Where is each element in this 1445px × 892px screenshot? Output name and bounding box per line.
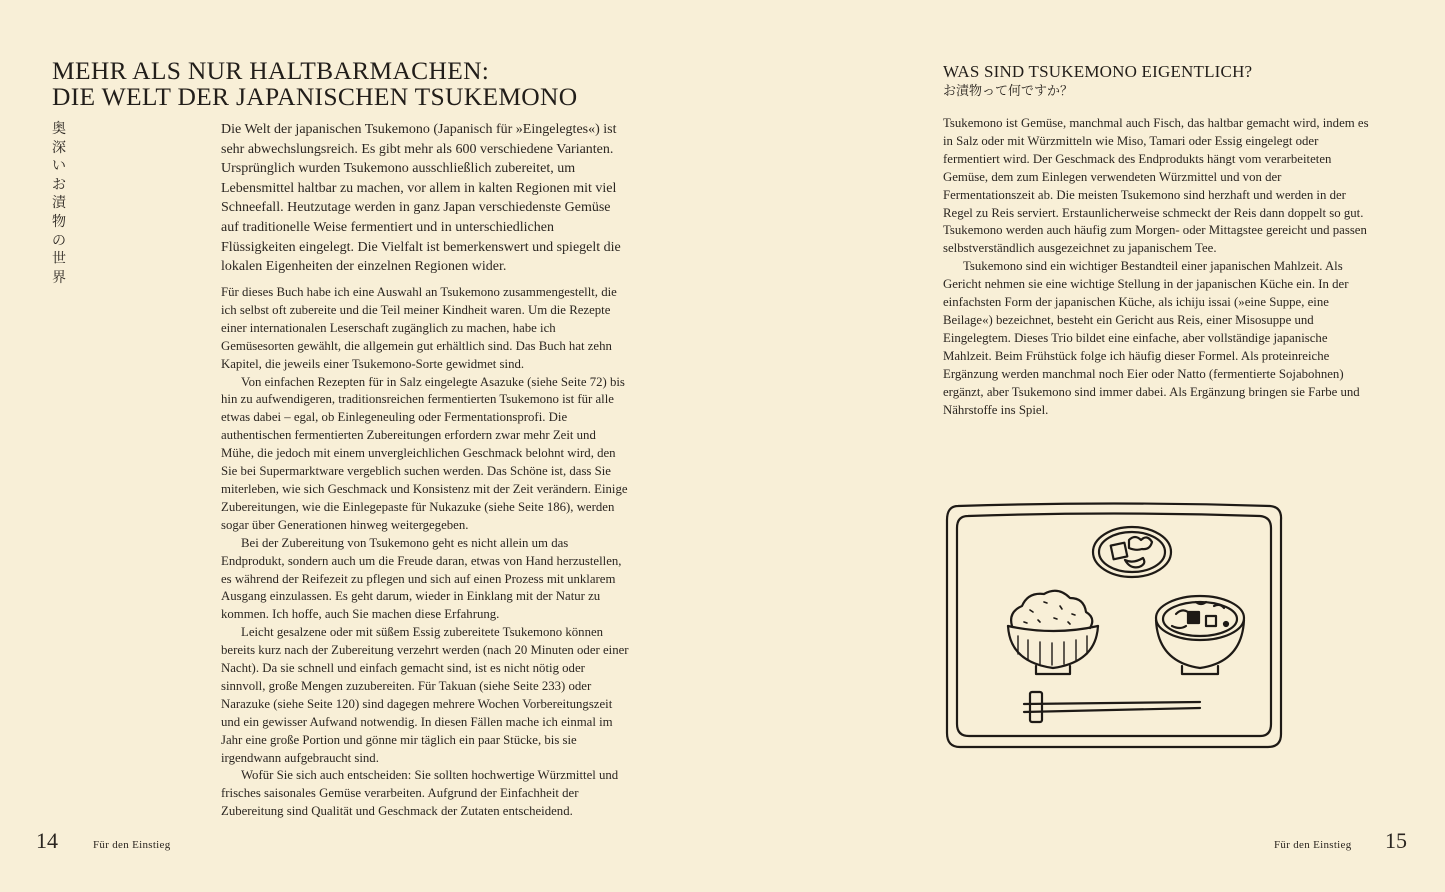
- pickle-piece: [1111, 543, 1128, 560]
- left-body-text: [221, 284, 631, 821]
- pickle-plate: [1093, 527, 1171, 577]
- page-number-left: 14: [36, 828, 58, 853]
- rice-grains: [1024, 602, 1075, 624]
- body-paragraph: Leicht gesalzene oder mit süßem Essig zubereitete Tsukemono können bereits kurz nach der Zubereitung verzehrt werden (nach 20 Minuten oder einer Nacht). Da sie schnell und einfach gemacht sind, ist es nicht nötig oder sinnvoll, große Mengen zuzubereiten. Für Takuan (siehe Seite 233) oder Narazuke (siehe Seite 120) sind dagegen mehrere Wochen Vorbereitungszeit und ein gewisser Aufwand notwendig. In diesen Fällen mache ich einmal im Jahr eine große Portion und gönne mir täglich ein paar Stücke, bis sie irgendwann aufgebraucht sind.: [221, 625, 629, 765]
- running-footer-left: Für den Einstieg: [93, 839, 171, 851]
- soup-garnish: [1224, 622, 1228, 626]
- body-paragraph: Bei der Zubereitung von Tsukemono geht es nicht allein um das Endprodukt, sondern auch um die Freude daran, etwas von Hand herzustellen, es während der Reifezeit zu pflegen und sich auf einen Prozess mit unklarem Ausgang einzulassen. Es geht darum, wieder in Einklang mit der Natur zu kommen. Ich hoffe, auch Sie machen diese Erfahrung.: [221, 535, 622, 622]
- right-page: [722, 0, 1445, 892]
- body-paragraph: Tsukemono sind ein wichtiger Bestandteil einer japanischen Mahlzeit. Als Gericht nehmen sie eine wichtige Stellung in der japanischen Küche ein. In der einfachsten Form der japanischen Küche, als ichiju issai (»eine Suppe, eine Beilage«) bezeichnet, besteht ein Gericht aus Reis, einer Misosuppe und Eingelegtem. Dieses Trio bildet eine einfache, aber vollständige japanische Mahlzeit. Beim Frühstück folge ich häufig dieser Formel. Als proteinreiche Ergänzung werden manchmal noch Eier oder Natto (fermentierte Sojabohnen) ergänzt, aber Tsukemono sind immer dabei. Als Ergänzung bringen sie Farbe und Nährstoffe ins Spiel.: [943, 259, 1360, 417]
- body-paragraph: Tsukemono ist Gemüse, manchmal auch Fisch, das haltbar gemacht wird, indem es in Salz oder mit Würzmitteln wie Miso, Tamari oder Essig eingelegt oder fermentiert wird. Der Geschmack des Endprodukts hängt vom verarbeiteten Gemüse, dem zum Einlegen verwendeten Würzmittel und von der Fermentationszeit ab. Die meisten Tsukemono sind herzhaft und werden in der Regel zu Reis serviert. Erstaunlicherweise schmeckt der Reis dann doppelt so gut. Tsukemono werden auch häufig zum Morgen- oder Mittagstee gereicht und passen selbstverständlich ausgezeichnet zu japanischem Tee.: [943, 116, 1369, 256]
- section-title: WAS SIND TSUKEMONO EIGENTLICH?: [943, 62, 1253, 81]
- chapter-title: [52, 58, 692, 110]
- meal-tray-drawing: [944, 502, 1284, 750]
- left-page: [0, 0, 722, 892]
- section-title-japanese: お漬物って何ですか？: [943, 84, 1074, 99]
- chopstick-rest: [1030, 692, 1042, 722]
- chapter-title-line-1: MEHR ALS NUR HALTBARMACHEN:: [52, 56, 490, 85]
- rice-bowl-rim: [1008, 626, 1098, 631]
- intro-paragraph: Die Welt der japanischen Tsukemono (Japanisch für »Eingelegtes«) ist sehr abwechslungsreich. Es gibt mehr als 600 verschiedene Varianten. Ursprünglich wurden Tsukemono ausschließlich zubereitet, um Lebensmittel haltbar zu machen, vor allem in kalten Regionen mit viel Schneefall. Heutzutage werden in ganz Japan verschiedenste Gemüse auf traditionelle Weise fermentiert und in unterschiedlichen Flüssigkeiten eingelegt. Die Vielfalt ist bemerkenswert und spiegelt die lokalen Eigenheiten der einzelnen Regionen wider.: [221, 122, 621, 275]
- body-paragraph: Für dieses Buch habe ich eine Auswahl an Tsukemono zusammengestellt, die ich selbst oft zubereite und die Teil meiner Kindheit waren. Um die Rezepte einer internationalen Leserschaft zugänglich zu machen, habe ich Gemüsesorten gewählt, die allgemein gut erhältlich sind. Das Buch hat zehn Kapitel, die jeweils einer Tsukemono-Sorte gewidmet sind.: [221, 285, 617, 371]
- chopstick-2: [1024, 708, 1200, 712]
- body-paragraph: Wofür Sie sich auch entscheiden: Sie sollten hochwertige Würzmittel und frisches saisonales Gemüse verarbeiten. Aufgrund der Einfachheit der Zubereitung sind Qualität und Geschmack der Zutaten entscheidend.: [221, 768, 619, 819]
- vertical-japanese-title: 奥深いお漬物の世界: [52, 121, 66, 286]
- tofu-cube: [1188, 612, 1199, 623]
- rice-mound: [1011, 591, 1092, 628]
- pickle-slice: [1125, 558, 1144, 567]
- chopstick-1: [1024, 702, 1200, 704]
- pickle-leaf: [1129, 537, 1152, 550]
- chapter-title-line-2: DIE WELT DER JAPANISCHEN TSUKEMONO: [52, 82, 578, 111]
- rice-bowl-body: [1008, 626, 1098, 668]
- right-body-text: [943, 115, 1373, 419]
- meal-tray-illustration: [944, 502, 1284, 750]
- body-paragraph: Von einfachen Rezepten für in Salz eingelegte Asazuke (siehe Seite 72) bis hin zu aufwendigeren, traditionsreichen fermentierten Tsukemono ist für alle etwas dabei – egal, ob Einlegeneuling oder Fermentationsprofi. Die authentischen fermentierten Zubereitungen erfordern zwar mehr Zeit und Mühe, die jedoch mit einem unvergleichlichen Geschmack belohnt wird, den Sie bei Supermarktware vergeblich suchen werden. Das Schöne ist, dass Sie miterleben, wie sich Geschmack und Konsistenz mit der Zeit verändern. Einige Zubereitungen, wie die Einlegepaste für Nukazuke (siehe Seite 186), werden sogar über Generationen hinweg weitergegeben.: [221, 374, 628, 532]
- running-footer-right: Für den Einstieg: [1274, 839, 1352, 851]
- tofu-cube-outline: [1206, 616, 1216, 626]
- page-number-right: 15: [1385, 828, 1407, 853]
